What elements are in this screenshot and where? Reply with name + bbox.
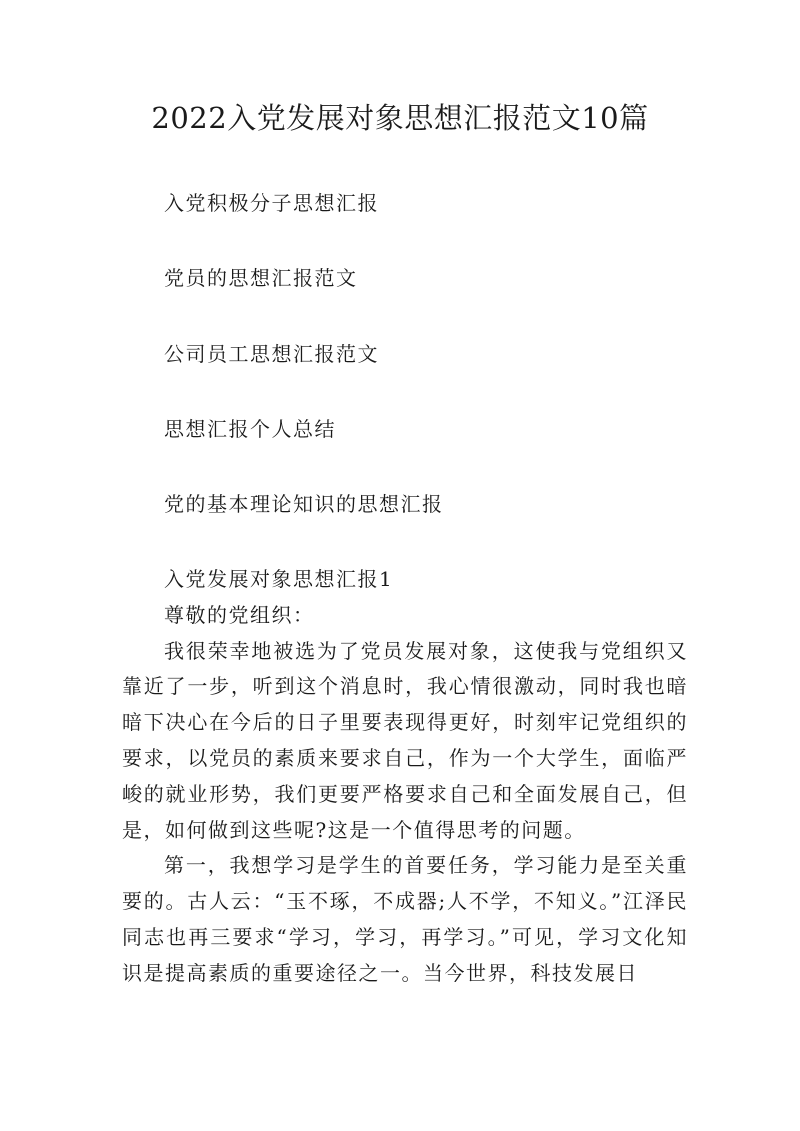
body-paragraph: 我很荣幸地被选为了党员发展对象，这使我与党组织又靠近了一步，听到这个消息时，我心情很激动，同时我也暗暗下决心在今后的日子里要表现得更好，时刻牢记党组织的要求，以党员的素质来要求自己，作为一个大学生，面临严峻的就业形势，我们更要严格要求自己和全面发展自己，但是，如何做到这些呢?这是一个值得思考的问题。 — [122, 638, 688, 842]
toc-item: 入党积极分子思想汇报 — [164, 191, 379, 215]
document-title: 2022入党发展对象思想汇报范文10篇 — [151, 101, 649, 135]
document-body — [122, 562, 688, 992]
toc-item: 党员的思想汇报范文 — [164, 266, 358, 290]
toc-item: 党的基本理论知识的思想汇报 — [164, 492, 444, 516]
salutation: 尊敬的党组织： — [164, 602, 315, 627]
section-heading: 入党发展对象思想汇报1 — [164, 567, 394, 591]
body-paragraph: 第一，我想学习是学生的首要任务，学习能力是至关重要的。古人云：“玉不琢，不成器;人不学，不知义。”江泽民同志也再三要求“学习，学习，再学习。”可见，学习文化知识是提高素质的重要途径之一。当今世界，科技发展日 — [122, 853, 688, 985]
toc-item: 公司员工思想汇报范文 — [164, 342, 379, 366]
toc-item: 思想汇报个人总结 — [164, 417, 336, 441]
